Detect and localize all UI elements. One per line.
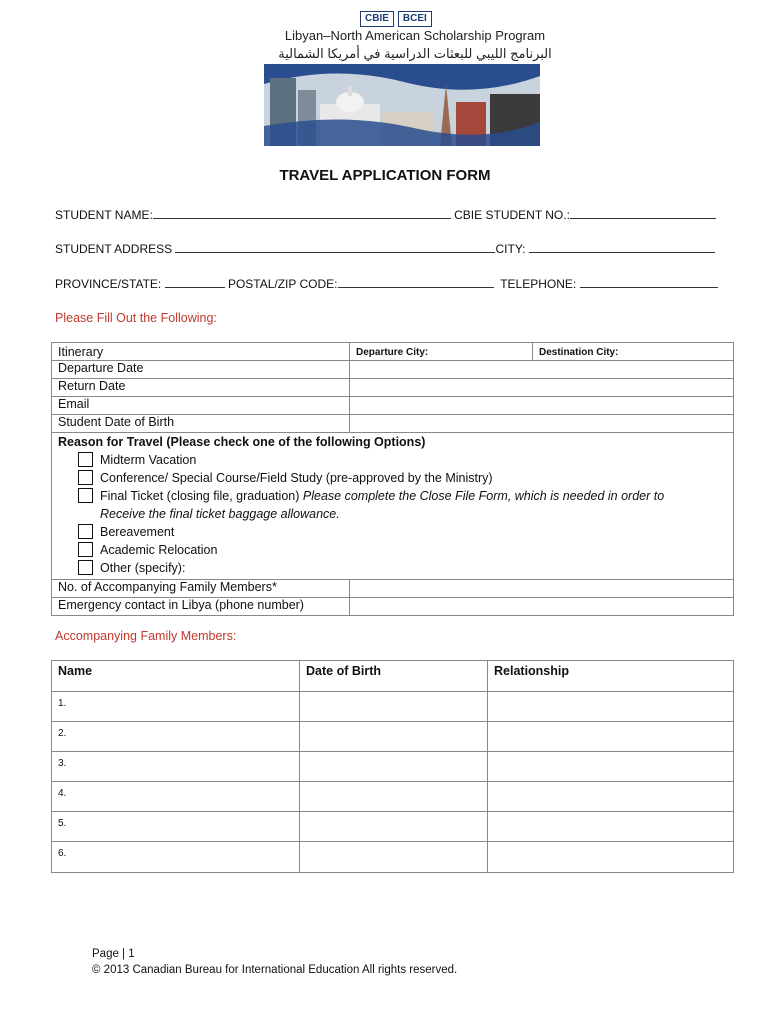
reason-heading: Reason for Travel (Please check one of the following Options) (58, 435, 426, 449)
program-title-arabic: البرنامج الليبي للبعثات الدراسية في أمريكا الشمالية (278, 46, 552, 61)
table-row (52, 752, 734, 782)
bereavement-checkbox[interactable] (78, 524, 93, 539)
academic-relocation-label: Academic Relocation (100, 543, 218, 557)
travel-table (51, 342, 734, 616)
conference-checkbox[interactable] (78, 470, 93, 485)
other-checkbox[interactable] (78, 560, 93, 575)
logo-cbie: CBIE (360, 11, 394, 27)
table-row (52, 842, 734, 873)
family-count-label: No. of Accompanying Family Members* (52, 580, 350, 598)
option-conference (78, 469, 727, 487)
dob-cell[interactable] (300, 692, 488, 722)
conference-label: Conference/ Special Course/Field Study (pre-approved by the Ministry) (100, 471, 493, 485)
row-number[interactable]: 1. (52, 692, 300, 722)
postal-input[interactable] (338, 276, 494, 288)
cbie-logo (360, 8, 460, 26)
option-bereavement (78, 523, 727, 541)
row-number[interactable]: 2. (52, 722, 300, 752)
student-dob-label: Student Date of Birth (52, 415, 350, 433)
final-ticket-note-2: Receive the final ticket baggage allowance. (100, 507, 340, 521)
final-ticket-checkbox[interactable] (78, 488, 93, 503)
other-label: Other (specify): (100, 561, 186, 575)
bereavement-label: Bereavement (100, 525, 175, 539)
departure-city-cell[interactable] (350, 343, 533, 361)
return-date-input[interactable] (350, 379, 734, 397)
departure-city-label: Departure City: (356, 347, 429, 358)
relationship-cell[interactable] (488, 812, 734, 842)
row-number[interactable]: 6. (52, 842, 300, 873)
column-relationship: Relationship (488, 661, 734, 692)
copyright: © 2013 Canadian Bureau for International Education All rights reserved. (92, 964, 458, 976)
city-label: CITY: (495, 242, 526, 256)
row-number[interactable]: 3. (52, 752, 300, 782)
city-input[interactable] (529, 241, 715, 253)
cbie-no-input[interactable] (570, 207, 716, 219)
dob-cell[interactable] (300, 782, 488, 812)
relationship-cell[interactable] (488, 752, 734, 782)
relationship-cell[interactable] (488, 692, 734, 722)
option-other (78, 559, 727, 577)
form-title: TRAVEL APPLICATION FORM (279, 167, 491, 184)
emergency-contact-input[interactable] (350, 598, 734, 616)
family-table (51, 660, 734, 873)
table-row (52, 692, 734, 722)
midterm-label: Midterm Vacation (100, 453, 197, 467)
province-row (55, 276, 718, 291)
dob-cell[interactable] (300, 752, 488, 782)
dob-cell[interactable] (300, 812, 488, 842)
email-input[interactable] (350, 397, 734, 415)
student-address-input[interactable] (175, 241, 495, 253)
student-name-label: STUDENT NAME: (55, 208, 153, 222)
telephone-input[interactable] (580, 276, 718, 288)
itinerary-label: Itinerary (52, 343, 350, 361)
table-row (52, 782, 734, 812)
student-address-label: STUDENT ADDRESS (55, 242, 173, 256)
destination-city-label: Destination City: (539, 347, 619, 358)
midterm-checkbox[interactable] (78, 452, 93, 467)
relationship-cell[interactable] (488, 722, 734, 752)
student-dob-input[interactable] (350, 415, 734, 433)
row-number[interactable]: 4. (52, 782, 300, 812)
departure-date-input[interactable] (350, 361, 734, 379)
destination-city-cell[interactable] (533, 343, 734, 361)
column-name: Name (52, 661, 300, 692)
final-ticket-note-line2 (78, 505, 727, 523)
relationship-cell[interactable] (488, 782, 734, 812)
email-label: Email (52, 397, 350, 415)
departure-date-label: Departure Date (52, 361, 350, 379)
family-count-input[interactable] (350, 580, 734, 598)
option-academic-relocation (78, 541, 727, 559)
telephone-label: TELEPHONE: (500, 277, 577, 291)
dob-cell[interactable] (300, 842, 488, 873)
table-row (52, 812, 734, 842)
province-label: PROVINCE/STATE: (55, 277, 162, 291)
relationship-cell[interactable] (488, 842, 734, 873)
option-final-ticket (78, 487, 727, 505)
column-date-of-birth: Date of Birth (300, 661, 488, 692)
page-number: Page | 1 (92, 948, 135, 960)
academic-relocation-checkbox[interactable] (78, 542, 93, 557)
postal-label: POSTAL/ZIP CODE: (227, 277, 338, 291)
family-members-heading: Accompanying Family Members: (55, 629, 237, 643)
emergency-contact-label: Emergency contact in Libya (phone number) (52, 598, 350, 616)
return-date-label: Return Date (52, 379, 350, 397)
final-ticket-note: Please complete the Close File Form, which is needed in order to (302, 489, 665, 503)
student-address-row (55, 241, 715, 256)
student-name-input[interactable] (153, 207, 451, 219)
cbie-no-label: CBIE STUDENT NO.: (454, 208, 570, 222)
fill-following-heading: Please Fill Out the Following: (55, 311, 217, 325)
row-number[interactable]: 5. (52, 812, 300, 842)
program-title: Libyan–North American Scholarship Program (284, 28, 546, 43)
dob-cell[interactable] (300, 722, 488, 752)
banner-image (264, 64, 540, 146)
reason-cell (52, 433, 734, 580)
table-row (52, 722, 734, 752)
student-name-row (55, 207, 716, 222)
option-midterm (78, 451, 727, 469)
final-ticket-label: Final Ticket (closing file, graduation) (100, 489, 300, 503)
province-input[interactable] (165, 276, 225, 288)
logo-bcei: BCEI (398, 11, 432, 27)
